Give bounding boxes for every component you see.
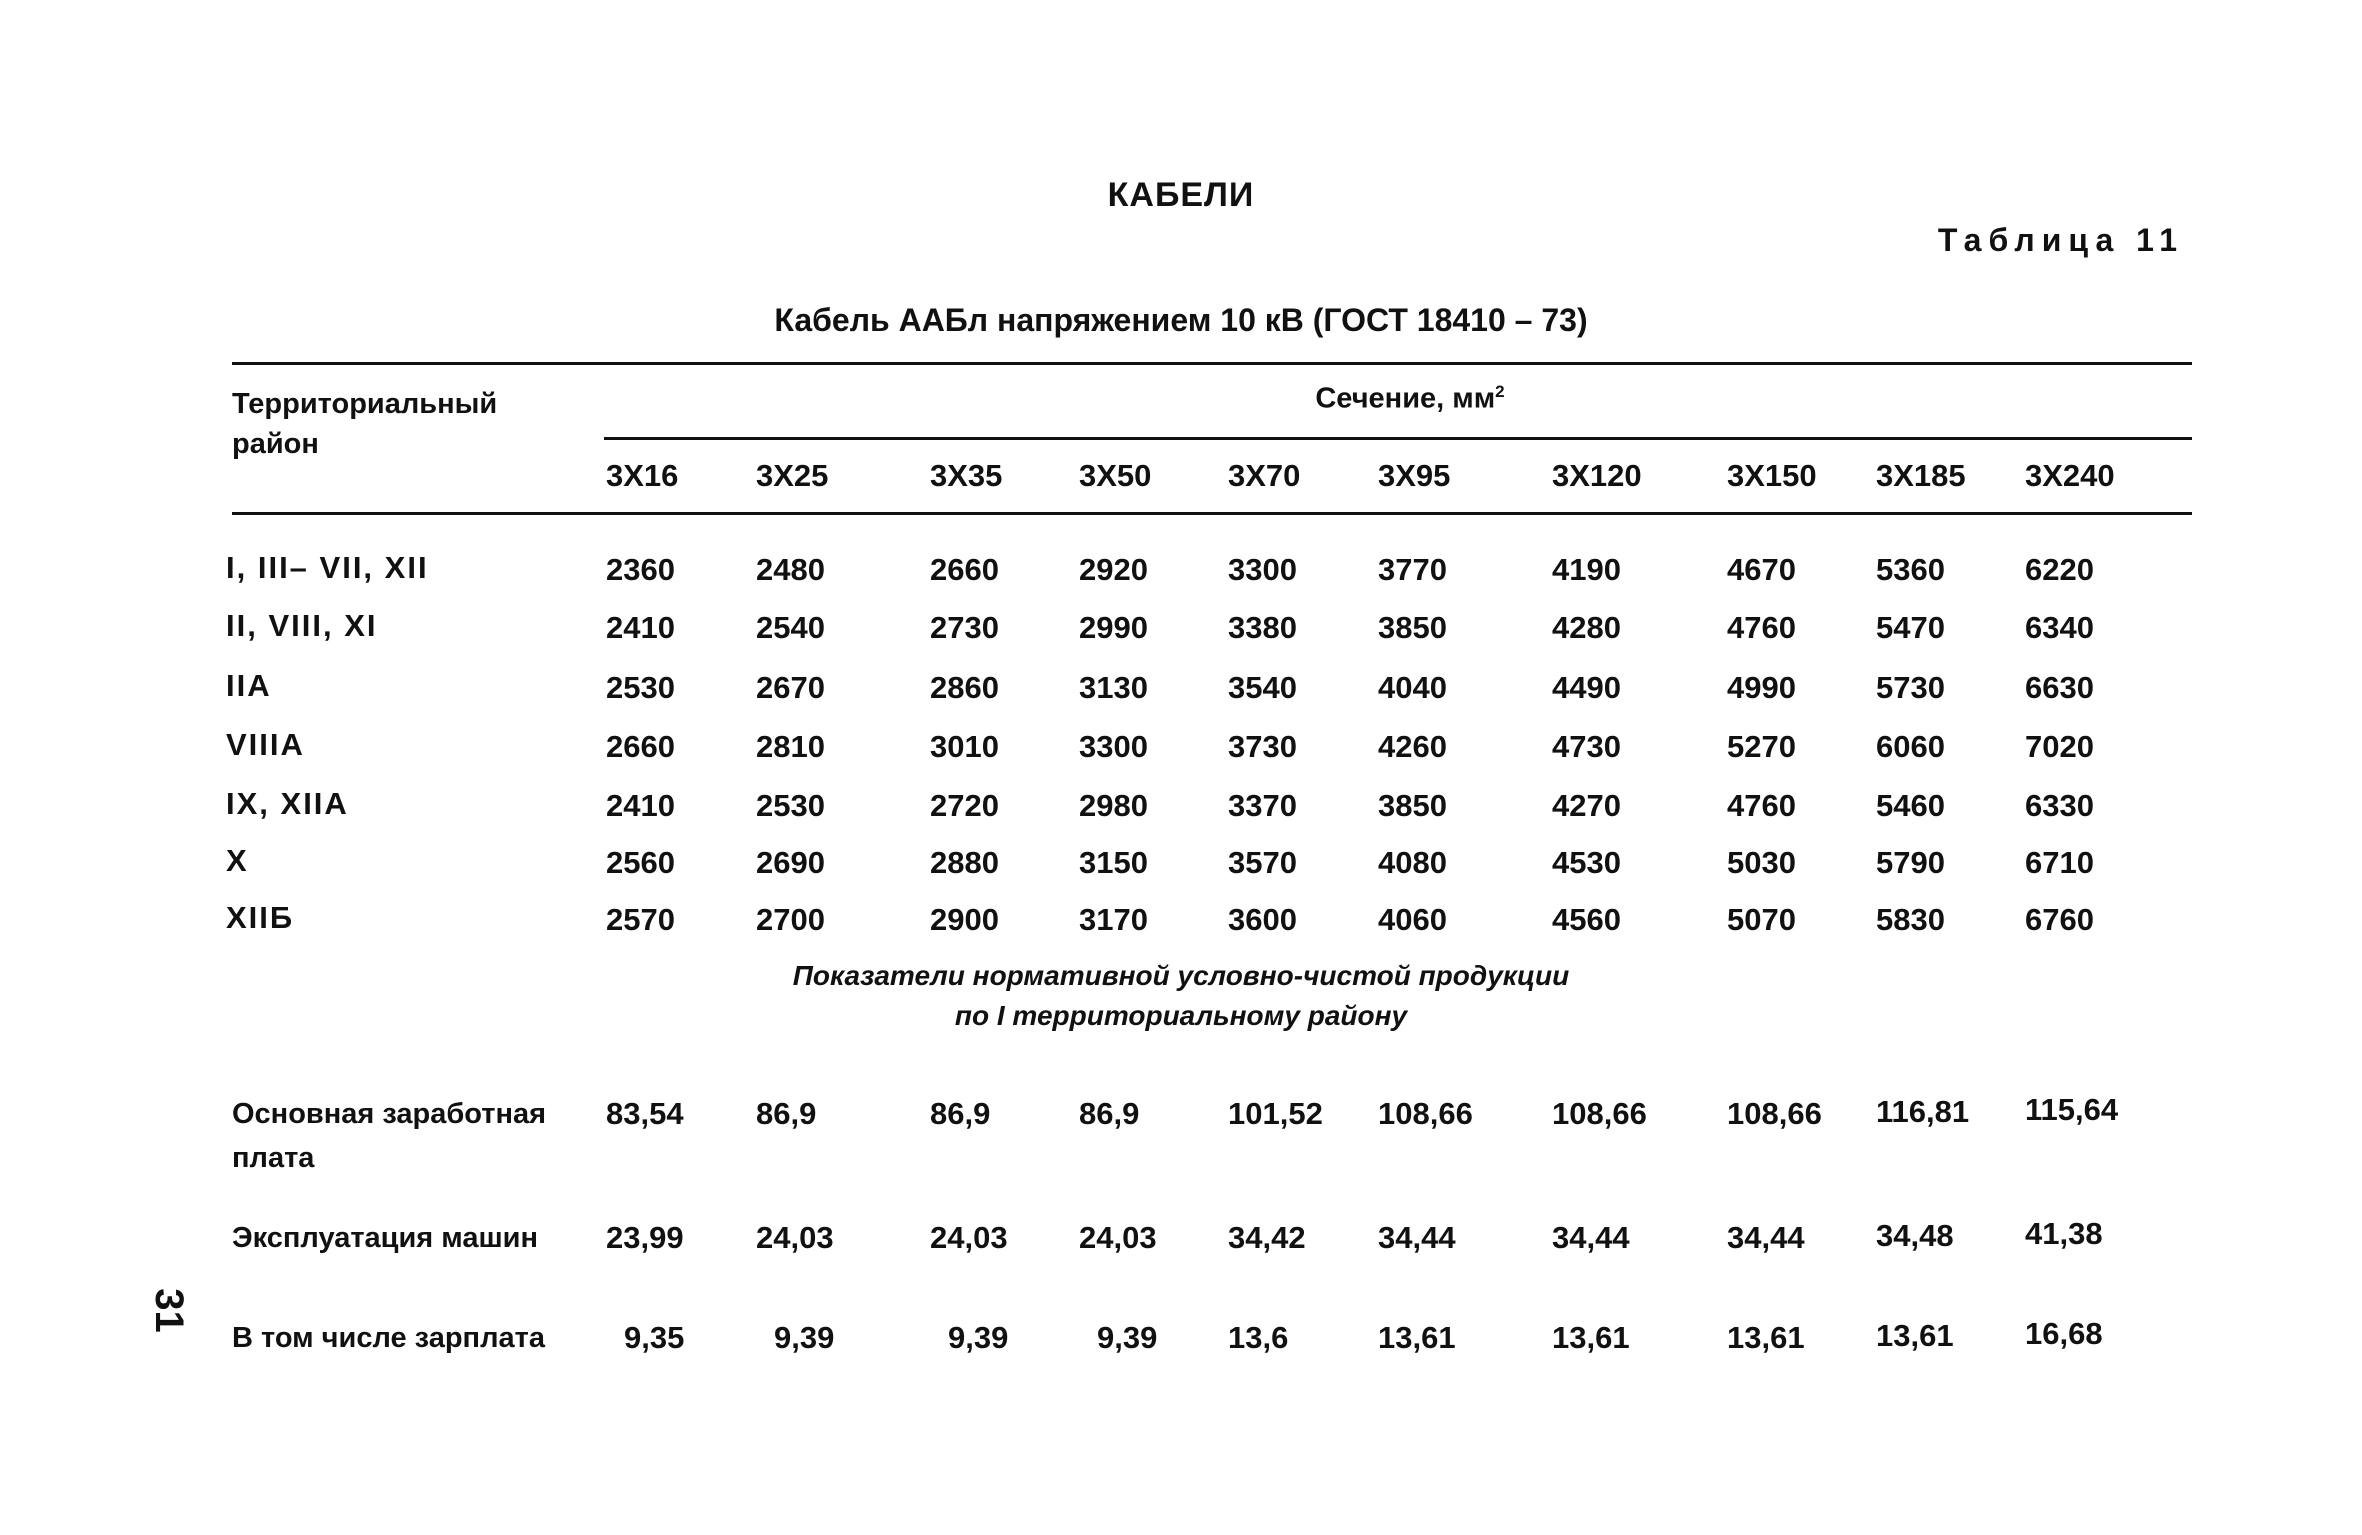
column-header: 3X240 — [2025, 458, 2115, 493]
table-cell: 3150 — [1079, 845, 1148, 880]
table-cell: 3300 — [1228, 552, 1297, 587]
row-label: XIIБ — [226, 900, 295, 935]
table-cell: 6330 — [2025, 788, 2094, 823]
table-cell: 4280 — [1552, 610, 1621, 645]
indicator-cell: 34,44 — [1378, 1220, 1456, 1255]
table-cell: 4270 — [1552, 788, 1621, 823]
column-header: 3X150 — [1727, 458, 1817, 493]
table-cell: 4670 — [1727, 552, 1796, 587]
table-cell: 4190 — [1552, 552, 1621, 587]
indicator-cell: 101,52 — [1228, 1096, 1323, 1131]
table-cell: 2480 — [756, 552, 825, 587]
table-cell: 7020 — [2025, 729, 2094, 764]
table-cell: 3370 — [1228, 788, 1297, 823]
table-cell: 2570 — [606, 902, 675, 937]
page-number: 31 — [146, 1288, 191, 1333]
group-header-text: Сечение, мм — [1315, 382, 1496, 415]
table-cell: 5070 — [1727, 902, 1796, 937]
table-cell: 5470 — [1876, 610, 1945, 645]
indicator-cell: 24,03 — [930, 1220, 1008, 1255]
table-cell: 3130 — [1079, 670, 1148, 705]
row-label: IIA — [226, 668, 272, 703]
indicator-cell: 34,44 — [1727, 1220, 1805, 1255]
table-cell: 2720 — [930, 788, 999, 823]
indicator-cell: 86,9 — [930, 1096, 991, 1131]
group-header-superscript: 2 — [1495, 382, 1505, 401]
table-cell: 3730 — [1228, 729, 1297, 764]
table-cell: 4260 — [1378, 729, 1447, 764]
row-label: VIIIA — [226, 727, 305, 762]
indicator-cell: 116,81 — [1876, 1094, 1970, 1129]
indicator-cell: 108,66 — [1378, 1096, 1473, 1131]
indicator-cell: 24,03 — [756, 1220, 834, 1255]
table-number: Таблица 11 — [1937, 222, 2184, 258]
indicator-label-line1: Эксплуатация машин — [232, 1222, 539, 1254]
indicators-note-line1: Показатели нормативной условно-чистой продукции — [792, 960, 1570, 991]
indicator-cell: 34,44 — [1552, 1220, 1630, 1255]
table-cell: 5360 — [1876, 552, 1945, 587]
table-cell: 3850 — [1378, 610, 1447, 645]
header-bottom-rule — [232, 512, 2192, 515]
table-caption: Кабель ААБл напряжением 10 кВ (ГОСТ 18410 – 73) — [774, 302, 1588, 338]
indicator-cell: 13,61 — [1378, 1320, 1456, 1355]
table-cell: 3600 — [1228, 902, 1297, 937]
row-label: I, III– VII, XII — [226, 550, 429, 585]
column-header: 3X25 — [756, 458, 829, 493]
indicator-cell: 16,68 — [2025, 1316, 2103, 1351]
table-cell: 2540 — [756, 610, 825, 645]
indicator-cell: 13,61 — [1727, 1320, 1805, 1355]
table-cell: 2690 — [756, 845, 825, 880]
table-cell: 2920 — [1079, 552, 1148, 587]
table-cell: 2860 — [930, 670, 999, 705]
table-cell: 5730 — [1876, 670, 1945, 705]
table-cell: 5460 — [1876, 788, 1945, 823]
table-cell: 6220 — [2025, 552, 2094, 587]
column-header: 3X185 — [1876, 458, 1966, 493]
indicator-cell: 23,99 — [606, 1220, 684, 1255]
table-cell: 2410 — [606, 610, 675, 645]
table-cell: 2900 — [930, 902, 999, 937]
table-top-rule — [232, 362, 2192, 365]
table-cell: 2810 — [756, 729, 825, 764]
table-cell: 2410 — [606, 788, 675, 823]
group-header-rule — [604, 437, 2192, 440]
indicator-cell: 83,54 — [606, 1096, 684, 1131]
indicator-cell: 13,6 — [1228, 1320, 1289, 1355]
indicator-cell: 86,9 — [1079, 1096, 1140, 1131]
indicator-cell: 108,66 — [1552, 1096, 1647, 1131]
table-cell: 2700 — [756, 902, 825, 937]
table-cell: 6630 — [2025, 670, 2094, 705]
table-cell: 4490 — [1552, 670, 1621, 705]
indicator-cell: 9,39 — [774, 1320, 835, 1355]
indicator-label — [232, 1216, 538, 1260]
table-cell: 4730 — [1552, 729, 1621, 764]
table-cell: 2660 — [606, 729, 675, 764]
table-cell: 2660 — [930, 552, 999, 587]
table-cell: 3010 — [930, 729, 999, 764]
indicator-cell: 41,38 — [2025, 1216, 2103, 1251]
table-cell: 2530 — [756, 788, 825, 823]
group-header — [1110, 382, 1710, 416]
indicator-cell: 34,48 — [1876, 1218, 1954, 1253]
table-cell: 6060 — [1876, 729, 1945, 764]
indicator-cell: 86,9 — [756, 1096, 817, 1131]
row-label: X — [226, 843, 249, 878]
indicator-cell: 9,39 — [948, 1320, 1009, 1355]
indicator-cell: 9,39 — [1097, 1320, 1158, 1355]
table-cell: 5270 — [1727, 729, 1796, 764]
table-cell: 3540 — [1228, 670, 1297, 705]
column-header: 3X35 — [930, 458, 1003, 493]
row-label: II, VIII, XI — [226, 608, 378, 643]
indicator-cell: 9,35 — [624, 1320, 685, 1355]
table-cell: 2990 — [1079, 610, 1148, 645]
row-label: IX, XIIA — [226, 786, 349, 821]
table-cell: 2730 — [930, 610, 999, 645]
table-cell: 6760 — [2025, 902, 2094, 937]
row-header — [232, 384, 532, 464]
table-cell: 5830 — [1876, 902, 1945, 937]
indicator-label — [232, 1316, 545, 1360]
table-cell: 4040 — [1378, 670, 1447, 705]
table-cell: 6710 — [2025, 845, 2094, 880]
table-cell: 4760 — [1727, 610, 1796, 645]
table-cell: 4530 — [1552, 845, 1621, 880]
row-header-text: Территориальный район — [232, 388, 498, 460]
table-cell: 3850 — [1378, 788, 1447, 823]
column-header: 3X120 — [1552, 458, 1642, 493]
table-cell: 2980 — [1079, 788, 1148, 823]
table-cell: 4080 — [1378, 845, 1447, 880]
table-cell: 3570 — [1228, 845, 1297, 880]
table-cell: 2560 — [606, 845, 675, 880]
table-cell: 3170 — [1079, 902, 1148, 937]
indicator-label-line2: плата — [232, 1142, 315, 1174]
indicator-cell: 13,61 — [1552, 1320, 1630, 1355]
indicator-cell: 108,66 — [1727, 1096, 1822, 1131]
table-cell: 4760 — [1727, 788, 1796, 823]
indicator-cell: 24,03 — [1079, 1220, 1157, 1255]
table-cell: 3300 — [1079, 729, 1148, 764]
indicator-cell: 115,64 — [2025, 1092, 2119, 1127]
indicator-label — [232, 1092, 546, 1180]
indicators-note — [0, 956, 2362, 1036]
table-cell: 3770 — [1378, 552, 1447, 587]
page-title: КАБЕЛИ — [1107, 176, 1255, 214]
indicators-note-line2: по I территориальному району — [954, 1000, 1408, 1031]
table-cell: 4990 — [1727, 670, 1796, 705]
indicator-label-line1: Основная заработная — [232, 1098, 547, 1130]
column-header: 3X16 — [606, 458, 679, 493]
indicator-label-line1: В том числе зарплата — [232, 1322, 545, 1354]
table-cell: 2530 — [606, 670, 675, 705]
table-cell: 3380 — [1228, 610, 1297, 645]
column-header: 3X50 — [1079, 458, 1152, 493]
table-cell: 4060 — [1378, 902, 1447, 937]
table-cell: 2670 — [756, 670, 825, 705]
table-cell: 6340 — [2025, 610, 2094, 645]
indicator-cell: 13,61 — [1876, 1318, 1954, 1353]
table-cell: 4560 — [1552, 902, 1621, 937]
column-header: 3X95 — [1378, 458, 1451, 493]
indicator-cell: 34,42 — [1228, 1220, 1306, 1255]
table-cell: 5030 — [1727, 845, 1796, 880]
table-cell: 5790 — [1876, 845, 1945, 880]
column-header: 3X70 — [1228, 458, 1301, 493]
table-cell: 2880 — [930, 845, 999, 880]
table-cell: 2360 — [606, 552, 675, 587]
